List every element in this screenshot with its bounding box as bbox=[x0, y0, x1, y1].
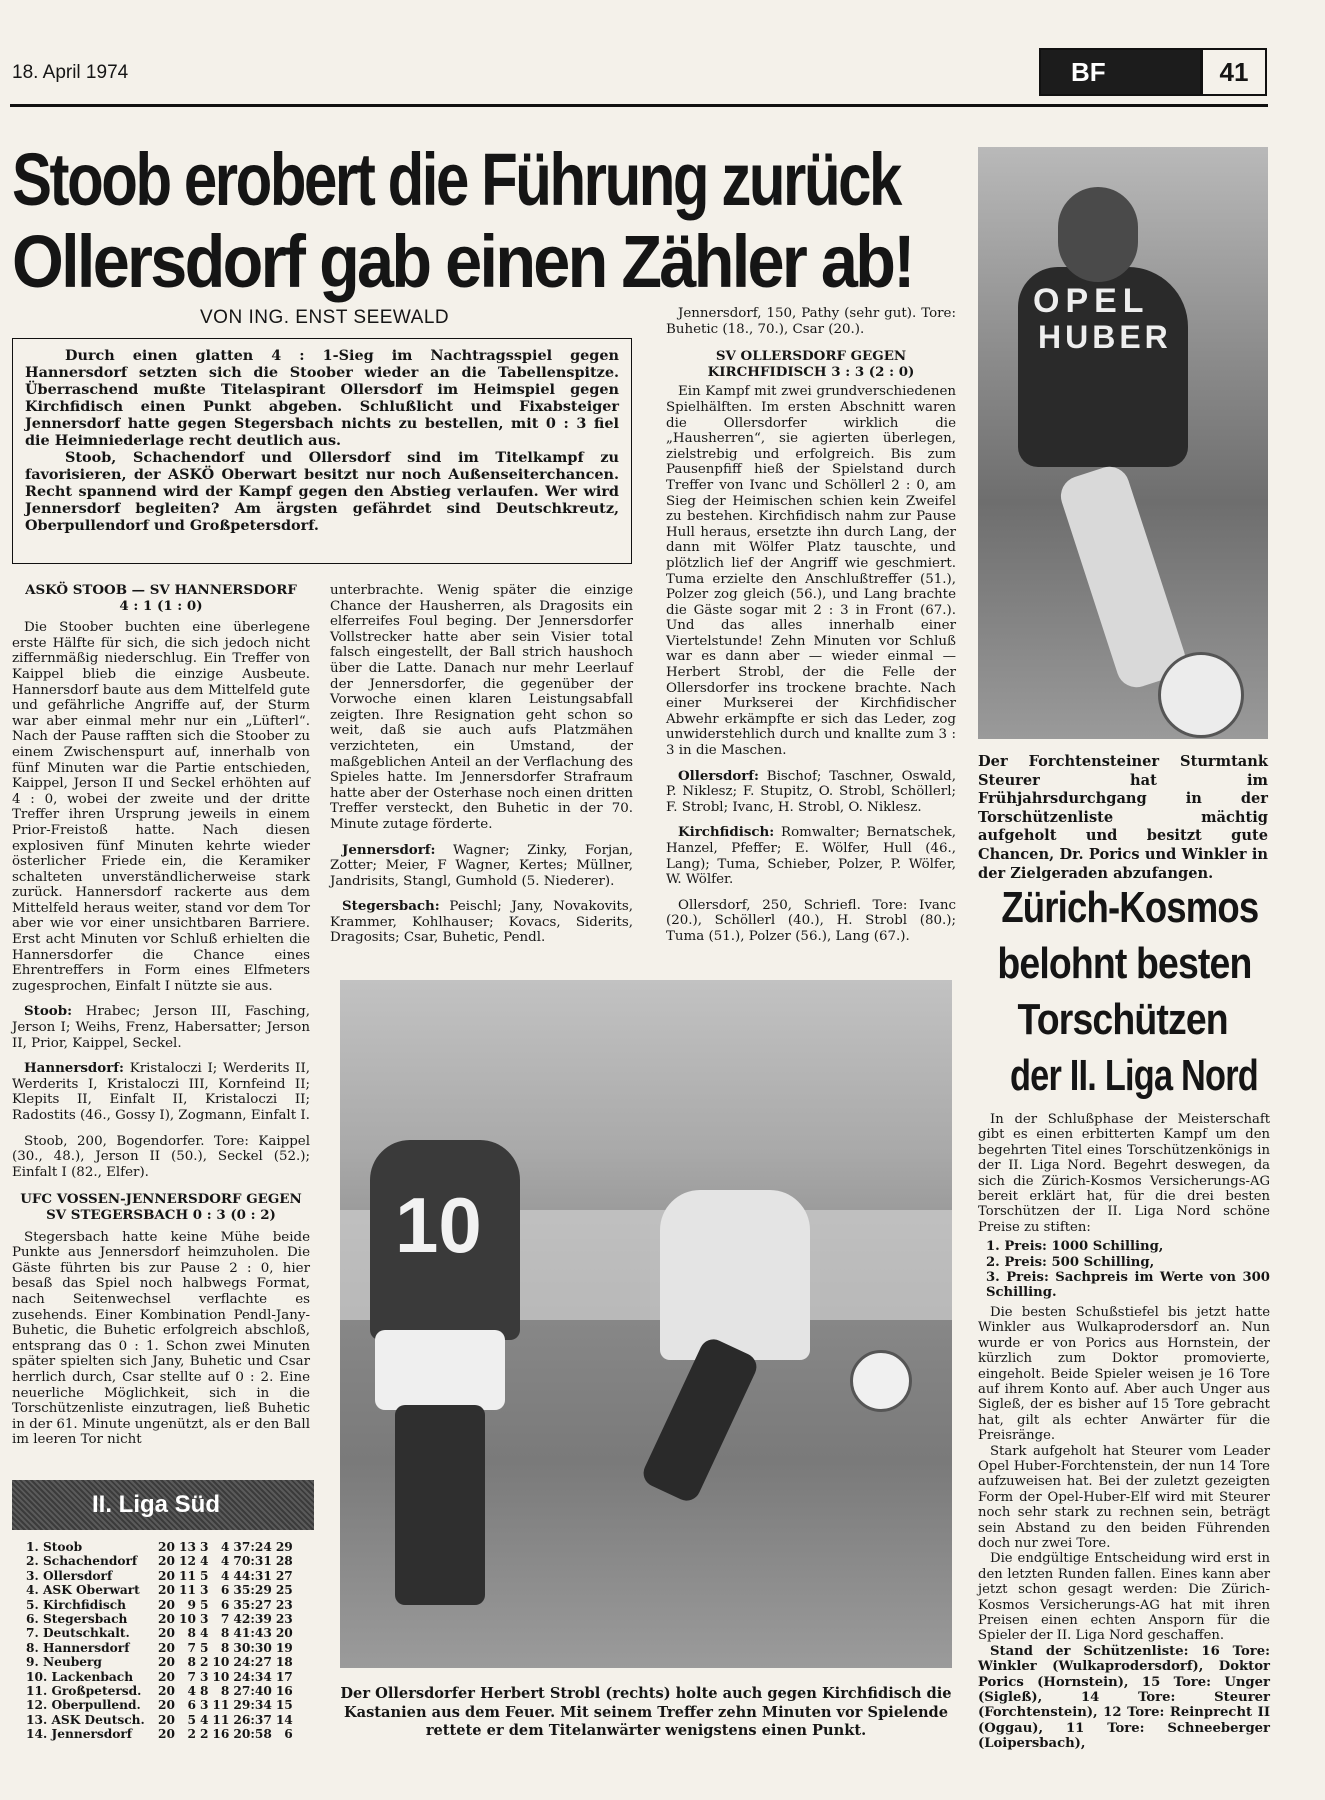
standings-value: 14 bbox=[275, 1712, 293, 1727]
standings-value: 35:29 bbox=[233, 1583, 272, 1598]
side-title-box bbox=[975, 880, 1270, 1104]
standings-title-bar bbox=[12, 1480, 314, 1530]
standings-row bbox=[24, 1612, 295, 1626]
side-story-text bbox=[978, 1112, 1270, 1752]
standings-value: 3 bbox=[199, 1698, 209, 1713]
standings-value: 8 bbox=[220, 1626, 230, 1641]
intro-paragraph-1: Durch einen glatten 4 : 1-Sieg im Nachtragsspiel gegen Hannersdorf setzten sich die Stoober wieder an die Tabellenspitze. Überraschend mußte Titelaspirant Ollersdorf im Heimspiel gegen Kirchfidisch einen Punkt abgeben. Schlußlicht und Fixabsteiger Jennersdorf hatte gegen Stegersbach nichts zu bestellen, mit 0 : 3 fiel die Heimniederlage recht deutlich aus. bbox=[25, 347, 619, 449]
standings-value: 11 bbox=[212, 1698, 230, 1713]
standings-team: 12. Oberpullend. bbox=[26, 1698, 141, 1713]
standings-value: 4 bbox=[220, 1540, 230, 1554]
standings-box bbox=[12, 1480, 314, 1742]
standings-value: 12 bbox=[178, 1554, 196, 1569]
standings-value: 44:31 bbox=[233, 1568, 272, 1583]
standings-value: 10 bbox=[212, 1655, 230, 1670]
standings-value: 20 bbox=[158, 1540, 175, 1554]
standings-value: 26:37 bbox=[233, 1712, 272, 1727]
player-10-legs bbox=[395, 1405, 485, 1605]
side-title-line1: Zürich-Kosmos bbox=[1001, 883, 1259, 932]
standings-value: 7 bbox=[187, 1669, 196, 1684]
prize-2: 2. Preis: 500 Schilling, bbox=[986, 1254, 1155, 1270]
match-heading-1: ASKÖ STOOB — SV HANNERSDORF bbox=[25, 582, 297, 598]
standings-value: 24:27 bbox=[233, 1655, 272, 1670]
player-10-shorts bbox=[375, 1330, 505, 1410]
standings-team: 7. Deutschkalt. bbox=[26, 1626, 130, 1641]
standings-row bbox=[24, 1684, 295, 1698]
prize-list bbox=[978, 1239, 1270, 1301]
standings-value: 6 bbox=[187, 1698, 196, 1713]
shirt-text-opel: OPEL bbox=[1033, 282, 1150, 320]
standings-value: 70:31 bbox=[233, 1554, 272, 1569]
standings-value: 4 bbox=[199, 1712, 209, 1727]
side-body-2: Stark aufgeholt hat Steurer vom Leader Opel Huber-Forchtenstein, der nun 14 Tore aufzuweisen hat. Bei der zuletzt gezeigten Form der Opel-Huber-Elf wird mit Steurer noch sehr stark zu rechnen sein, beträgt sein Abstand zu den beiden Führenden doch nur zwei Tore. bbox=[978, 1443, 1270, 1551]
photo-steurer bbox=[978, 147, 1268, 739]
standings-value: 42:39 bbox=[233, 1612, 272, 1627]
standings-value: 8 bbox=[187, 1655, 196, 1670]
match-ball bbox=[850, 1350, 912, 1412]
match-heading-3: SV OLLERSDORF GEGEN KIRCHFIDISCH 3 : 3 (2 : 0) bbox=[707, 348, 915, 380]
standings-team: 14. Jennersdorf bbox=[26, 1727, 133, 1742]
side-intro: In der Schlußphase der Meisterschaft gibt es einen erbitterten Kampf um den begehrten Titel eines Torschützenkönigs in der II. Liga Nord. Begehrt deswegen, da sich die Zürich-Kosmos Versicherungs-AG bereit erklärt hat, für die drei besten Torschützen der II. Liga Nord schöne Preise zu stiften: bbox=[978, 1112, 1270, 1235]
standings-value: 11 bbox=[212, 1712, 230, 1727]
standings-row bbox=[24, 1598, 295, 1612]
standings-row bbox=[24, 1727, 295, 1741]
lineup-stoob: Stoob: Hrabec; Jerson III, Fasching, Jerson I; Weihs, Frenz, Habersatter; Jerson II, Prior, Kaippel, Seckel. bbox=[12, 1003, 310, 1051]
match-report-3: Ein Kampf mit zwei grundverschiedenen Spielhälften. Im ersten Abschnitt waren die Ollersdorfer wirklich die „Hausherren“, sie agierten überlegen, zielstrebig und erfolgreich. Bis zum Pausenpfiff hieß der Spielstand durch Treffer von Ivanc und Schöllerl 2 : 0, am Sieg der Heimischen schien kein Zweifel zu bestehen. Kirchfidisch nahm zur Pause Hull heraus, ersetzte ihn durch Lang, der dann mit Wölfer Platz tauschte, und plötzlich lief der Angriff wie geschmiert. Tuma erzielte den Anschlußtreffer (51.), Polzer zog gleich (56.), und Lang brachte die Gäste sogar mit 2 : 3 in Front (67.). Und das alles innerhalb einer Viertelstunde! Zehn Minuten vor Schluß war es dann aber — wieder einmal — Herbert Strobl, der die Felle der Ollersdorfer ins trockene brachte. Nach einer Murkserei der Kirchfidischer Abwehr erkämpfte er sich das Leder, zog unwiderstehlich durch und knallte zum 3 : 3 in die Maschen. bbox=[666, 384, 956, 759]
standings-team: 9. Neuberg bbox=[26, 1655, 102, 1670]
standings-team: 5. Kirchfidisch bbox=[26, 1597, 127, 1612]
standings-team: 2. Schachendorf bbox=[26, 1554, 138, 1569]
standings-value: 4 bbox=[187, 1684, 196, 1699]
standings-value: 4 bbox=[220, 1554, 230, 1569]
standings-value: 9 bbox=[187, 1597, 196, 1612]
standings-value: 25 bbox=[275, 1583, 293, 1598]
headline-line2: Ollersdorf gab einen Zähler ab! bbox=[12, 220, 913, 303]
standings-value: 20 bbox=[158, 1626, 175, 1641]
standings-value: 3 bbox=[199, 1612, 209, 1627]
photo-strobl bbox=[340, 980, 952, 1668]
standings-value: 16 bbox=[212, 1727, 230, 1742]
standings-value: 20 bbox=[158, 1655, 175, 1670]
standings-value: 27 bbox=[275, 1568, 293, 1583]
match-report-2: Stegersbach hatte keine Mühe beide Punkte aus Jennersdorf heimzuholen. Die Gäste führten bis zur Pause 2 : 0, hier besaß das Spiel noch halbwegs Format, nach Seitenwechsel verflachte es zusehends. Einer Kombination Pendl-Jany-Buhetic, die Buhetic erfolgreich abschloß, entsprang das 0 : 1. Schon zwei Minuten später spielten sich Jany, Buhetic und Csar herrlich durch, Csar stellte auf 0 : 2. Eine neuerliche Möglichkeit, sich in die Torschützenliste einzutragen, ließ Buhetic in der 61. Minute ungenützt, als er den Ball im leeren Tor nicht bbox=[12, 1229, 310, 1448]
player-strobl-legs bbox=[639, 1335, 761, 1505]
standings-row bbox=[24, 1569, 295, 1583]
standings-row bbox=[24, 1583, 295, 1597]
standings-value: 18 bbox=[275, 1655, 293, 1670]
standings-value: 2 bbox=[187, 1727, 196, 1742]
standings-value: 20 bbox=[158, 1568, 175, 1583]
standings-value: 20 bbox=[158, 1640, 175, 1655]
standings-value: 17 bbox=[275, 1669, 293, 1684]
standings-row bbox=[24, 1540, 295, 1554]
standings-value: 20 bbox=[158, 1698, 175, 1713]
standings-value: 6 bbox=[220, 1597, 230, 1612]
standings-value: 8 bbox=[220, 1684, 230, 1699]
standings-value: 11 bbox=[178, 1583, 196, 1598]
lineup-hannersdorf: Hannersdorf: Kristaloczi I; Werderits II, Werderits I, Kristaloczi III, Kornfeind II; Klepits II, Einfalt II, Kristaloczi II; Radostits (46., Gossy I), Zogmann, Einfalt I. bbox=[12, 1060, 310, 1123]
standings-value: 29 bbox=[275, 1540, 293, 1554]
match-report-1: Die Stoober buchten eine überlegene erste Hälfte für sich, die sich jedoch nicht ziffernmäßig niederschlug. Ein Treffer von Kaippel blieb die einzige Ausbeute. Hannersdorf baute aus dem Mittelfeld gute und gefährliche Angriffe auf, der Sturm war aber einmal mehr nur ein „Lüfterl“. Nach der Pause rafften sich die Stoober zu einem Zwischenspurt auf, innerhalb von fünf Minuten war die Partie entschieden, Kaippel, Jerson II und Seckel erhöhten auf 4 : 0, wobei der zweite und der dritte Treffer ihren Ursprung jeweils in einem Prior-Freistoß hatte. Nach diesen explosiven fünf Minuten kehrte wieder österlicher Friede ein, die Keramiker schalteten unverständlicherweise stark zurück. Hannersdorf rackerte aus dem Mittelfeld heraus weiter, stand vor dem Tor aber wie vor einer unsichtbaren Barriere. Erst acht Minuten vor Schluß erhielten die Hannersdorfer die Chance eines Ehrentreffers in Form eines Elfmeters zugesprochen, Einfalt I nützte sie aus. bbox=[12, 620, 310, 994]
standings-title: II. Liga Süd bbox=[92, 1491, 221, 1518]
side-body-3: Die endgültige Entscheidung wird erst in den letzten Runden fallen. Eines kann aber jetzt schon gesagt werden: Die Zürich-Kosmos Versicherungs-AG hat mit ihren Preisen einen echten Ansporn für die Spieler der II. Liga Nord geschaffen. bbox=[978, 1551, 1270, 1644]
page-number: 41 bbox=[1200, 50, 1265, 94]
photo-head bbox=[1058, 187, 1138, 282]
byline: VON ING. ENST SEEWALD bbox=[200, 307, 450, 328]
standings-value: 7 bbox=[187, 1640, 196, 1655]
standings-value: 8 bbox=[187, 1626, 196, 1641]
standings-value: 16 bbox=[275, 1684, 293, 1699]
standings-value: 3 bbox=[199, 1540, 209, 1554]
lineup-jennersdorf: Jennersdorf: Wagner; Zinky, Forjan, Zotter; Meier, F Wagner, Kertes; Müllner, Jandrisits, Stangl, Gumhold (5. Niederer). bbox=[330, 841, 633, 889]
lineup-stegersbach: Stegersbach: Peischl; Jany, Novakovits, Krammer, Kohlhauser; Kovacs, Siderits, Dragosits; Csar, Buhetic, Pendl. bbox=[330, 898, 634, 946]
standings-value: 24:34 bbox=[233, 1669, 272, 1684]
standings-value: 20 bbox=[158, 1583, 175, 1598]
standings-table bbox=[24, 1540, 295, 1742]
photo-ball bbox=[1158, 652, 1244, 738]
standings-value: 20 bbox=[158, 1684, 175, 1699]
standings-value: 37:24 bbox=[233, 1540, 272, 1554]
standings-value: 4 bbox=[199, 1554, 209, 1569]
side-title-line3: Torschützen bbox=[1017, 995, 1228, 1044]
match-heading-2: UFC VOSSEN-JENNERSDORF GEGEN SV STEGERSBACH 0 : 3 (0 : 2) bbox=[20, 1191, 302, 1223]
column-1 bbox=[12, 583, 310, 1448]
standings-value: 3 bbox=[199, 1583, 209, 1598]
player-strobl bbox=[660, 1190, 810, 1360]
standings-value: 5 bbox=[199, 1568, 209, 1583]
standings-value: 27:40 bbox=[233, 1684, 272, 1699]
lineup-kirchfidisch: Kirchfidisch: Romwalter; Bernatschek, Hanzel, Pfeffer; E. Wölfer, Hull (46., Lang); Tuma, Schieber, Polzer, P. Wölfer, W. Wölfer. bbox=[666, 824, 956, 888]
standings-row bbox=[24, 1641, 295, 1655]
standings-value: 3 bbox=[199, 1669, 209, 1684]
standings-team: 6. Stegersbach bbox=[26, 1612, 128, 1627]
standings-team: 3. Ollersdorf bbox=[26, 1568, 113, 1583]
headline-line1: Stoob erobert die Führung zurück bbox=[12, 138, 900, 221]
standings-value: 7 bbox=[220, 1612, 230, 1627]
column-3 bbox=[666, 306, 956, 945]
match-score-1: 4 : 1 (1 : 0) bbox=[119, 597, 203, 614]
shirt-text-huber: HUBER bbox=[1038, 319, 1172, 355]
side-title-line2: belohnt besten bbox=[997, 939, 1252, 988]
standings-row bbox=[24, 1626, 295, 1640]
standings-value: 13 bbox=[178, 1540, 196, 1554]
photo-steurer-caption: Der Forchtensteiner Sturmtank Steurer hat im Frühjahrsdurchgang in der Torschützenliste mächtig aufgeholt und besitzt gute Chancen, Dr. Porics und Winkler in der Zielgeraden abzufangen. bbox=[978, 753, 1268, 882]
standings-value: 20 bbox=[158, 1727, 175, 1742]
page-date: 18. April 1974 bbox=[12, 62, 129, 83]
standings-value: 19 bbox=[275, 1640, 293, 1655]
standings-value: 20 bbox=[158, 1669, 175, 1684]
brand-label: BF bbox=[1041, 50, 1200, 94]
standings-value: 15 bbox=[275, 1698, 293, 1713]
standings-value: 8 bbox=[220, 1640, 230, 1655]
standings-value: 5 bbox=[199, 1640, 209, 1655]
standings-value: 8 bbox=[199, 1684, 209, 1699]
page-badge bbox=[1039, 48, 1267, 96]
goals-ollersdorf-kirchfidisch: Ollersdorf, 250, Schriefl. Tore: Ivanc (20.), Schöllerl (40.), H. Strobl (80.); Tuma (51.), Polzer (56.), Lang (67.). bbox=[666, 897, 956, 944]
standings-value: 41:43 bbox=[233, 1626, 272, 1641]
prize-1: 1. Preis: 1000 Schilling, bbox=[986, 1239, 1164, 1255]
standings-value: 6 bbox=[284, 1727, 293, 1742]
lineup-ollersdorf: Ollersdorf: Bischof; Taschner, Oswald, P. Niklesz; F. Stupitz, O. Strobl, Schöllerl; F. Strobl; Ivanc, H. Strobl, O. Niklesz. bbox=[666, 767, 956, 815]
standings-value: 20 bbox=[275, 1626, 293, 1641]
standings-value: 11 bbox=[178, 1568, 196, 1583]
standings-value: 35:27 bbox=[233, 1597, 272, 1612]
standings-row bbox=[24, 1698, 295, 1712]
prize-3: 3. Preis: Sachpreis im Werte von 300 Schilling. bbox=[986, 1270, 1270, 1301]
standings-team: 4. ASK Oberwart bbox=[26, 1583, 140, 1598]
standings-team: 1. Stoob bbox=[26, 1540, 83, 1554]
standings-value: 10 bbox=[212, 1669, 230, 1684]
standings-value: 20 bbox=[158, 1612, 175, 1627]
jersey-number: 10 bbox=[395, 1181, 482, 1269]
side-body-1: Die besten Schußstiefel bis jetzt hatte Winkler aus Wulkaprodersdorf an. Nun wurde er von Porics aus Hornstein, der kürzlich zum Doktor promovierte, eingeholt. Beide Spieler weisen je 16 Tore auf ihrem Konto auf. Aber auch Unger aus Sigleß, der es bisher auf 15 Tore gebracht hat, gilt als echter Anwärter für die Preisränge. bbox=[978, 1304, 1270, 1444]
standings-value: 28 bbox=[275, 1554, 293, 1569]
standings-row bbox=[24, 1670, 295, 1684]
side-title-line4: der II. Liga Nord bbox=[1009, 1051, 1258, 1100]
standings-value: 2 bbox=[199, 1655, 209, 1670]
standings-value: 30:30 bbox=[233, 1640, 272, 1655]
standings-row bbox=[24, 1655, 295, 1669]
standings-value: 5 bbox=[199, 1597, 209, 1612]
standings-value: 20 bbox=[158, 1554, 175, 1569]
scorer-standings: Stand der Schützenliste: 16 Tore: Winkler (Wulkaprodersdorf), Doktor Porics (Hornstein), 15 Tore: Unger (Sigleß), 14 Tore: Steurer (Forchtenstein), 12 Tore: Reinprecht II (Oggau), 11 Tore: Schneeberger (Loipersbach), bbox=[978, 1643, 1270, 1752]
match-report-2-cont: unterbrachte. Wenig später die einzige Chance der Hausherren, als Dragosits ein elferreifes Foul beging. Der Jennersdorfer Vollstrecker hatte aber sein Visier total falsch eingestellt, der Ball strich haushoch über die Latte. Danach nur mehr Leerlauf der Jennersdorfer, die gegenüber der Vorwoche einen klaren Leistungsabfall zeigten. Ihre Resignation geht schon so weit, daß sie auch aufs Platzmähen verzichteten, ein Umstand, der maßgeblichen Anteil an der Verflachung des Spieles hatte. Im Jennersdorfer Strafraum hatte aber der Osterhase noch einen dritten Treffer versteckt, den Buhetic in der 70. Minute zutage förderte. bbox=[330, 583, 633, 832]
standings-value: 6 bbox=[220, 1583, 230, 1598]
column-2 bbox=[330, 583, 633, 946]
standings-value: 23 bbox=[275, 1597, 293, 1612]
standings-value: 20 bbox=[158, 1712, 175, 1727]
standings-value: 5 bbox=[187, 1712, 196, 1727]
standings-value: 4 bbox=[220, 1568, 230, 1583]
standings-row bbox=[24, 1713, 295, 1727]
standings-value: 23 bbox=[275, 1612, 293, 1627]
standings-team: 8. Hannersdorf bbox=[26, 1640, 130, 1655]
standings-value: 4 bbox=[199, 1626, 209, 1641]
goals-stoob-hannersdorf: Stoob, 200, Bogendorfer. Tore: Kaippel (30., 48.), Jerson II (50.), Seckel (52.); Einfalt I (82., Elfer). bbox=[12, 1133, 310, 1180]
goals-jennersdorf-stegersbach: Jennersdorf, 150, Pathy (sehr gut). Tore: Buhetic (18., 70.), Csar (20.). bbox=[666, 306, 956, 337]
header-rule bbox=[10, 104, 1268, 107]
standings-value: 2 bbox=[199, 1727, 209, 1742]
standings-row bbox=[24, 1554, 295, 1568]
standings-value: 29:34 bbox=[233, 1698, 272, 1713]
standings-value: 20 bbox=[158, 1597, 175, 1612]
standings-value: 10 bbox=[178, 1612, 196, 1627]
standings-team: 11. Großpetersd. bbox=[26, 1684, 142, 1699]
intro-paragraph-2: Stoob, Schachendorf und Ollersdorf sind im Titelkampf zu favorisieren, der ASKÖ Oberwart besitzt nur noch Außenseiterchancen. Recht spannend wird der Kampf gegen den Abstieg verlaufen. Wer wird Jennersdorf begleiten? Am ärgsten gefährdet sind Deutschkreutz, Oberpullendorf und Großpetersdorf. bbox=[25, 449, 619, 534]
intro-box bbox=[12, 338, 632, 564]
photo-leg bbox=[1056, 462, 1191, 693]
standings-team: 10. Lackenbach bbox=[26, 1669, 134, 1684]
standings-value: 20:58 bbox=[233, 1727, 272, 1742]
photo-strobl-caption: Der Ollersdorfer Herbert Strobl (rechts) holte auch gegen Kirchfidisch die Kastanien aus dem Feuer. Mit seinem Treffer zehn Minuten vor Spielende rettete er dem Titelanwärter wenigstens einen Punkt. bbox=[340, 1685, 952, 1740]
standings-team: 13. ASK Deutsch. bbox=[26, 1712, 145, 1727]
